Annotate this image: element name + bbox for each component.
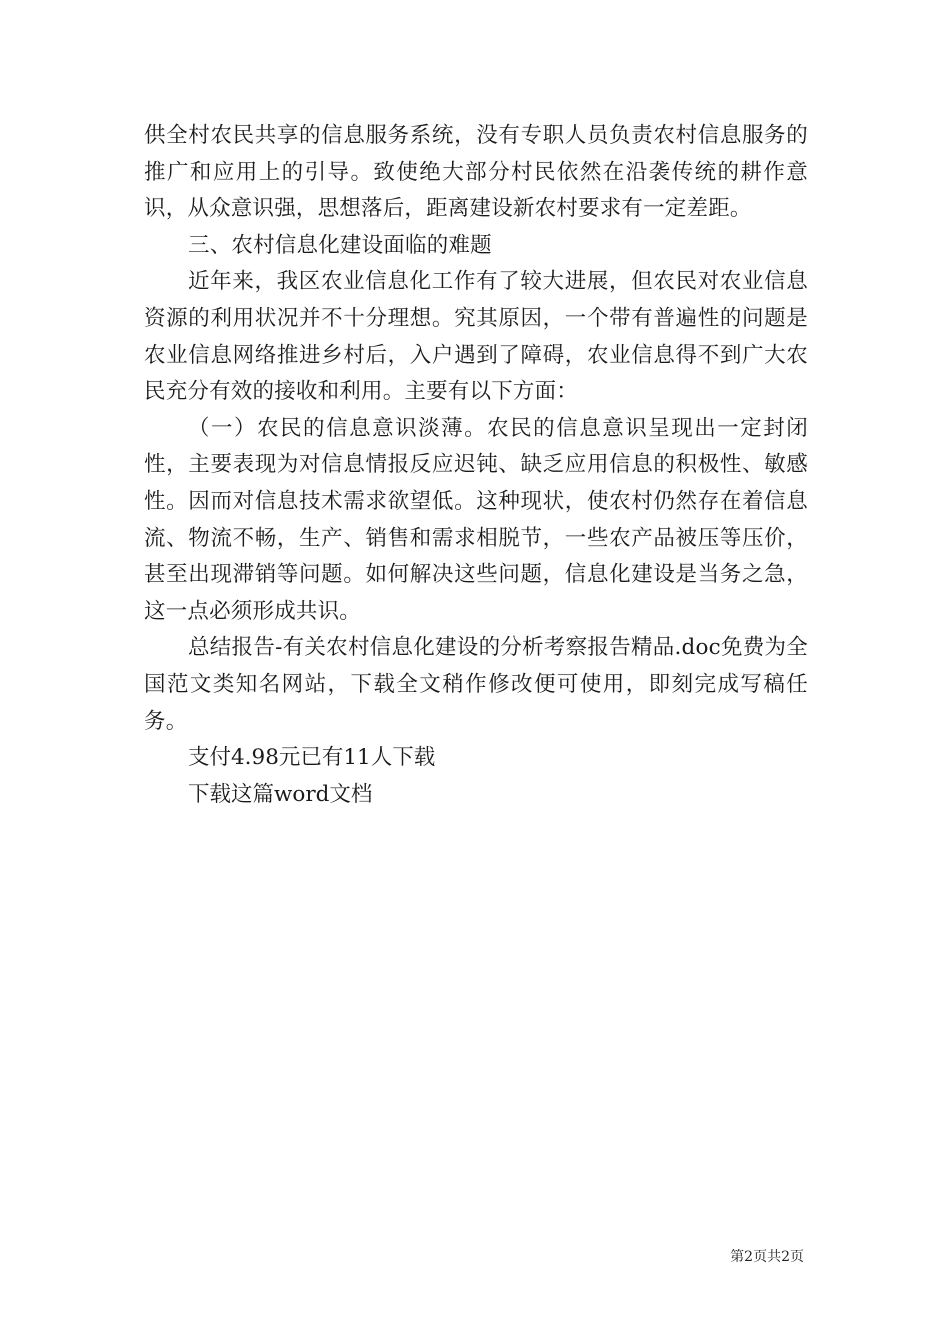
document-body: [144, 118, 808, 813]
download-word-link[interactable]: 下载这篇word文档: [188, 781, 373, 807]
paragraph-item-one: （一）农民的信息意识淡薄。农民的信息意识呈现出一定封闭性，主要表现为对信息情报反应迟钝、缺乏应用信息的积极性、敏感性。因而对信息技术需求欲望低。这种现状，使农村仍然存在着信息流、物流不畅，生产、销售和需求相脱节，一些农产品被压等压价，甚至出现滞销等问题。如何解决这些问题，信息化建设是当务之急，这一点必须形成共识。: [144, 415, 808, 624]
paragraph-promo: 总结报告-有关农村信息化建设的分析考察报告精品.doc免费为全国范文类知名网站，下载全文稍作修改便可使用，即刻完成写稿任务。: [144, 635, 808, 734]
paragraph-overview: 近年来，我区农业信息化工作有了较大进展，但农民对农业信息资源的利用状况并不十分理想。究其原因，一个带有普遍性的问题是农业信息网络推进乡村后，入户遇到了障碍，农业信息得不到广大农民充分有效的接收和利用。主要有以下方面：: [144, 269, 808, 405]
section-heading: 三、农村信息化建设面临的难题: [188, 232, 492, 258]
payment-info: 支付4.98元已有11人下载: [188, 745, 436, 771]
page-number: 第2页共2页: [730, 1249, 804, 1265]
paragraph-continuation: 供全村农民共享的信息服务系统，没有专职人员负责农村信息服务的推广和应用上的引导。致使绝大部分村民依然在沿袭传统的耕作意识，从众意识强，思想落后，距离建设新农村要求有一定差距。: [144, 123, 808, 222]
